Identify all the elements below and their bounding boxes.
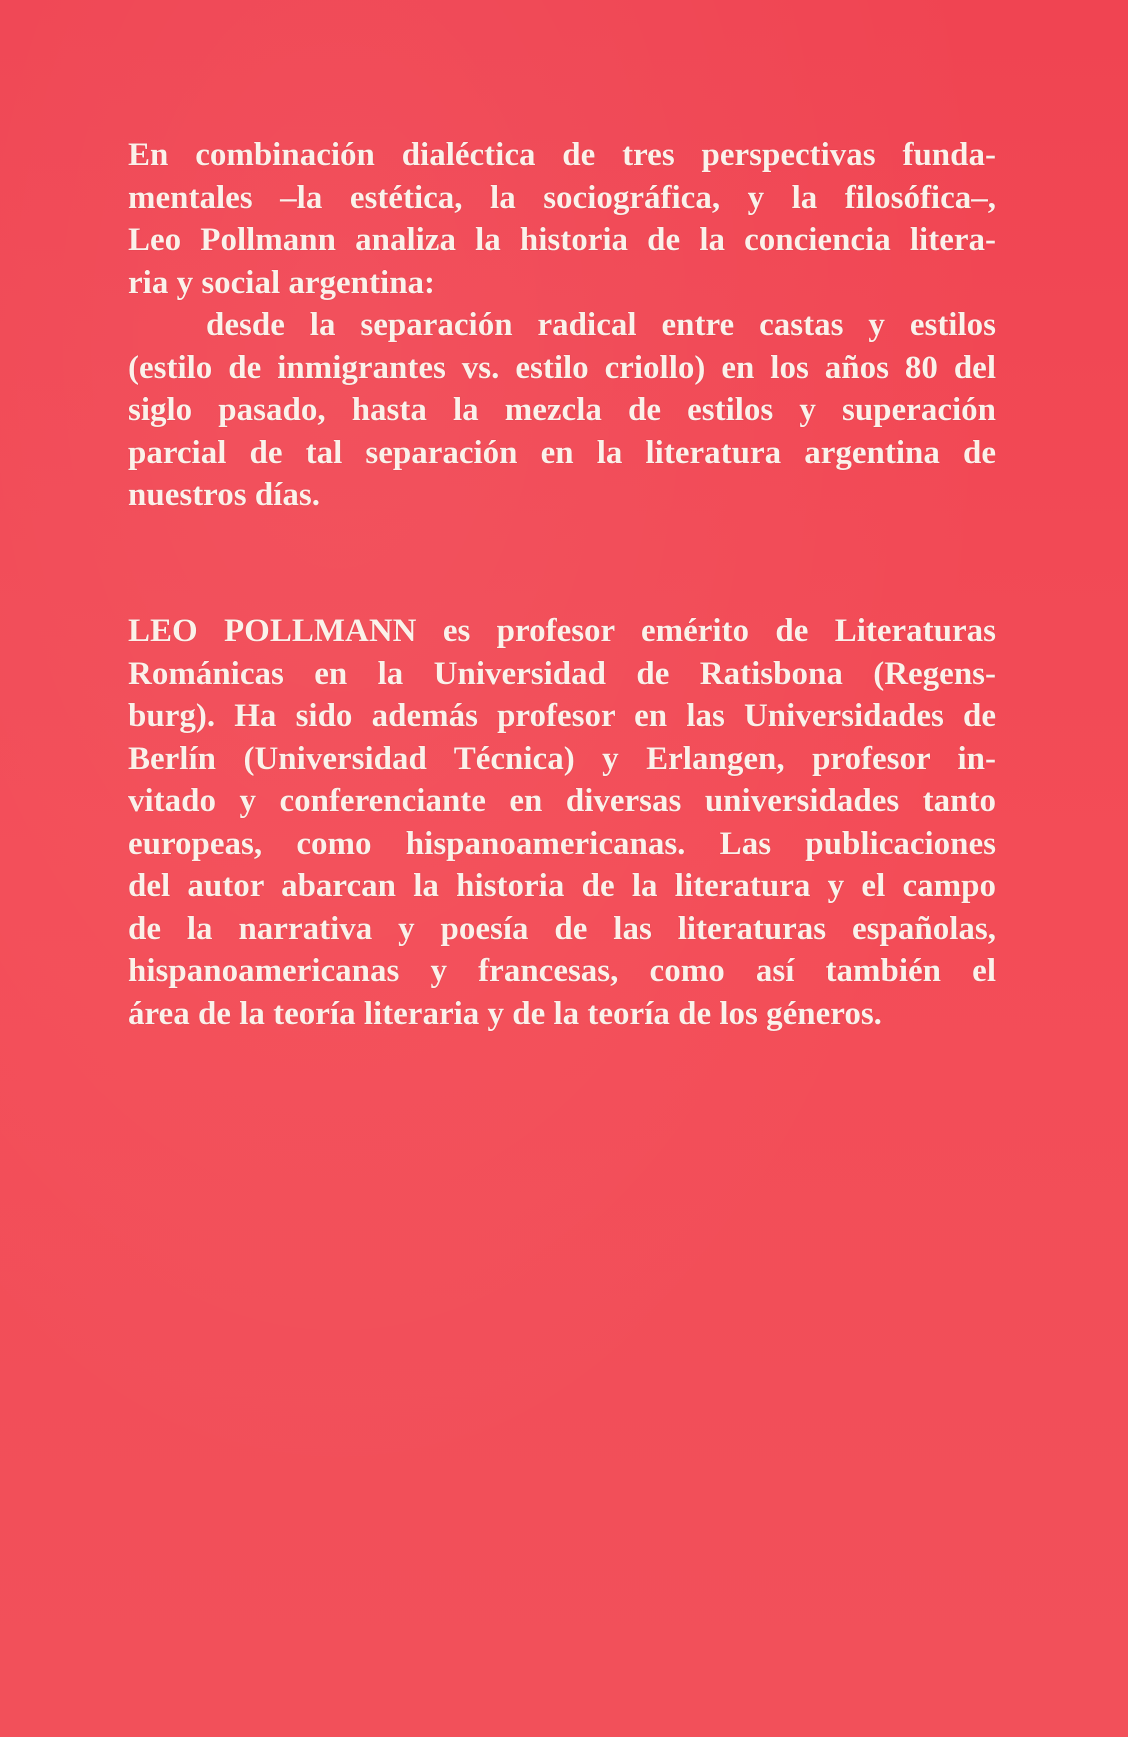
synopsis-line: parcial de tal separación en la literatura argentina de: [128, 434, 996, 471]
synopsis-line: ria y social argentina:: [128, 264, 436, 301]
author-bio-line: del autor abarcan la historia de la literatura y el campo: [128, 868, 996, 904]
synopsis-paragraph: [128, 134, 996, 517]
author-bio-line: europeas, como hispanoamericanas. Las publicaciones: [128, 825, 996, 862]
author-bio-line: área de la teoría literaria y de la teoría de los géneros.: [128, 995, 882, 1032]
synopsis-line: desde la separación radical entre castas y estilos: [206, 307, 996, 343]
synopsis-line: (estilo de inmigrantes vs. estilo criollo) en los años 80 del: [128, 349, 996, 386]
synopsis-line: En combinación dialéctica de tres perspectivas funda-: [128, 137, 996, 173]
author-bio-line: de la narrativa y poesía de las literaturas españolas,: [128, 910, 996, 947]
author-bio-line: Berlín (Universidad Técnica) y Erlangen, profesor in-: [128, 740, 996, 777]
author-bio-line: vitado y conferenciante en diversas universidades tanto: [128, 783, 996, 819]
author-bio-line: burg). Ha sido además profesor en las Universidades de: [128, 698, 996, 734]
author-bio-line: LEO POLLMANN es profesor emérito de Literaturas: [128, 613, 996, 649]
synopsis-line: Leo Pollmann analiza la historia de la conciencia litera-: [128, 222, 996, 258]
author-bio-line: Románicas en la Universidad de Ratisbona (Regens-: [128, 655, 996, 692]
synopsis-line: nuestros días.: [128, 477, 320, 513]
author-bio-paragraph: [128, 610, 996, 1035]
synopsis-line: siglo pasado, hasta la mezcla de estilos y superación: [128, 392, 996, 428]
synopsis-line: mentales –la estética, la sociográfica, y la filosófica–,: [128, 179, 996, 216]
author-bio-line: hispanoamericanas y francesas, como así también el: [128, 953, 996, 989]
